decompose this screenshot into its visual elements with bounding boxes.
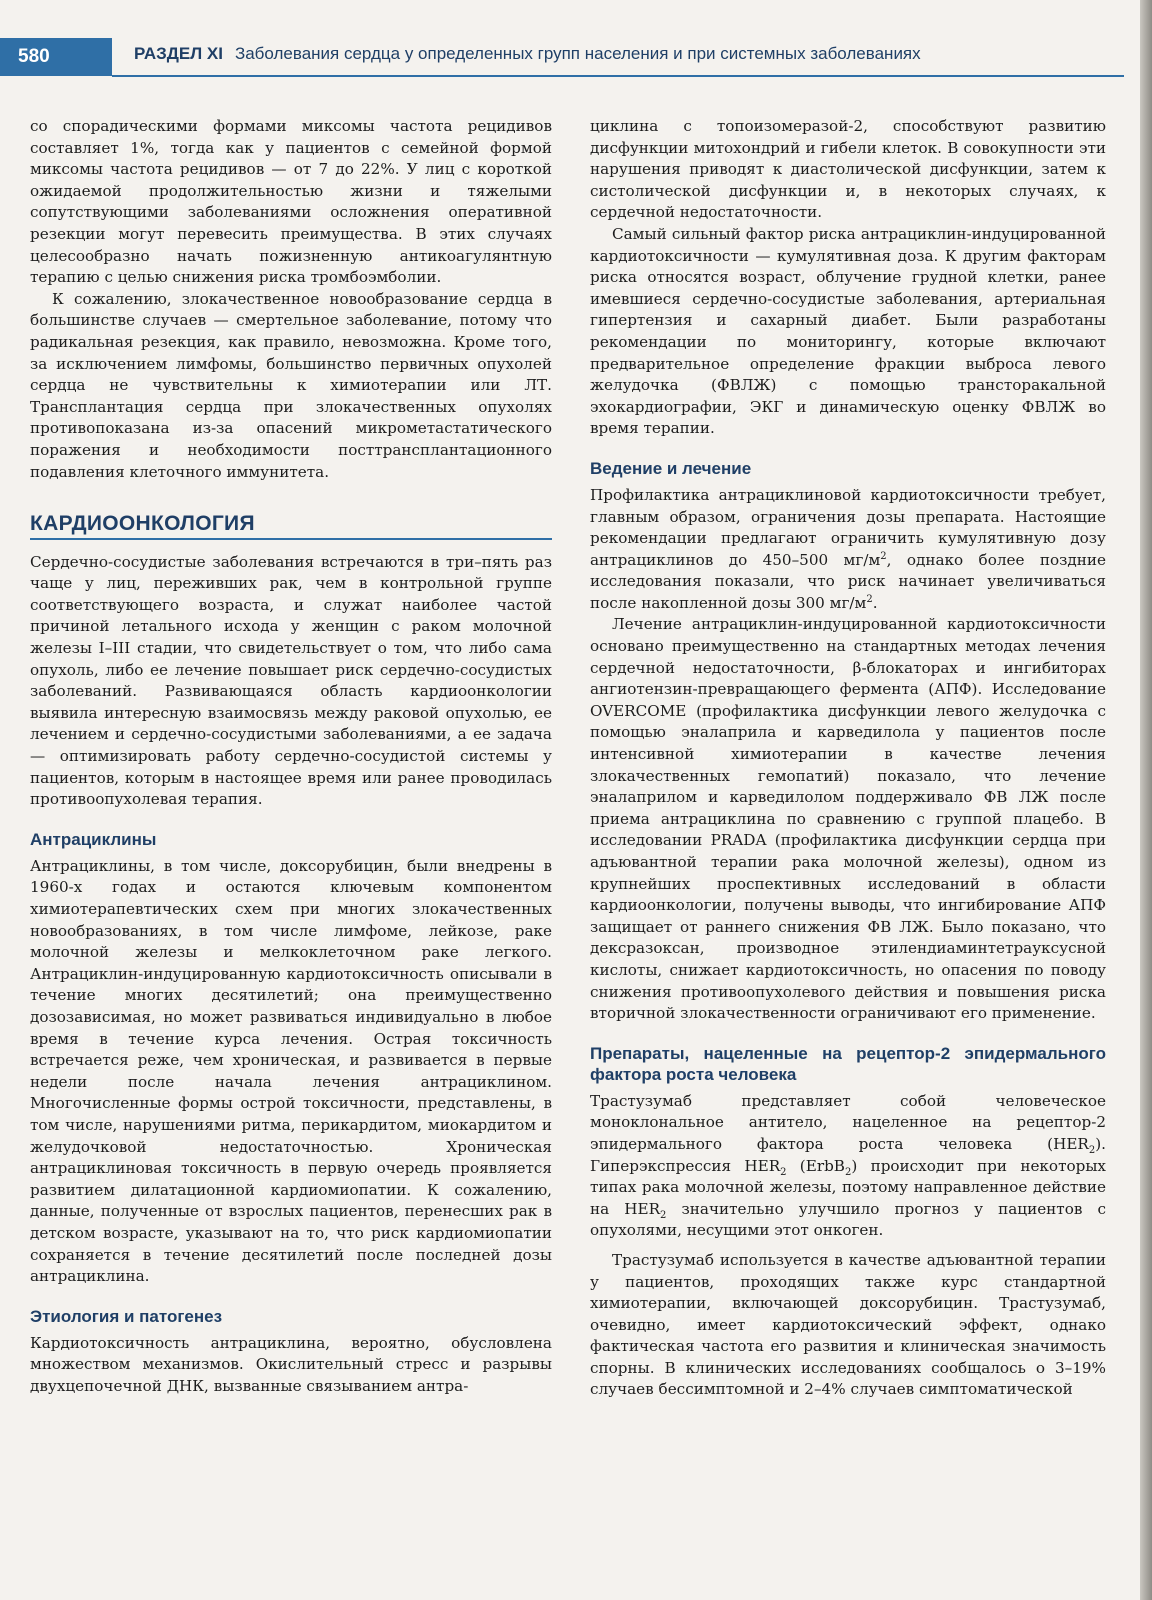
text-run: значительно улучшило прогноз у пациентов с опухолями, несущими этот онкоген. bbox=[590, 1199, 1106, 1240]
subheading-her2: Препараты, нацеленные на рецептор-2 эпидермального фактора роста человека bbox=[590, 1043, 1106, 1084]
text-run: ). Гиперэкспрессия HER bbox=[590, 1134, 1106, 1175]
chapter-title: Заболевания сердца у определенных групп населения и при системных заболеваниях bbox=[234, 44, 921, 63]
paragraph: Трастузумаб используется в качестве адъювантной терапии у пациентов, проходящих также курс стандартной химиотерапии, включающей доксорубицин. Трастузумаб, очевидно, имеет кардиотоксический эффект, однако фактическая частота его развития и клиническая значимость спорны. В клинических исследованиях сообщалось о 3–19% случаев бессимптомной и 2–4% случаев симптоматической bbox=[590, 1250, 1106, 1399]
paragraph: К сожалению, злокачественное новообразование сердца в большинстве случаев — смертельное заболевание, потому что радикальная резекция, как правило, невозможна. Кроме того, за исключением лимфомы, большинство первичных опухолей сердца не чувствительны к химиотерапии или ЛТ. Трансплантация сердца при злокачественных опухолях противопоказана из-за опасений микрометастатического поражения и необходимости посттрансплантационного подавления клеточного иммунитета. bbox=[30, 289, 552, 481]
page-number: 580 bbox=[0, 38, 112, 76]
subscript: 2 bbox=[844, 1166, 852, 1178]
spacer bbox=[590, 1242, 1106, 1250]
header-title bbox=[134, 44, 921, 64]
section-heading-cardiooncology: КАРДИООНКОЛОГИЯ bbox=[30, 513, 552, 540]
paragraph: Сердечно-сосудистые заболевания встречаются в три–пять раз чаще у лиц, переживших рак, чем в контрольной группе соответствующего возраста, и служат наиболее частой причиной летального исхода у женщин с раком молочной железы I–III стадии, что свидетельствует о том, что либо сама опухоль, либо ее лечение повышает риск сердечно-сосудистых заболеваний. Развивающаяся область кардиоонкологии выявила интересную взаимосвязь между раковой опухолью, ее лечением и сердечно-сосудистыми заболеваниями, а ее задача — оптимизировать работу сердечно-сосудистой системы у пациентов, которым в настоящее время или ранее проводилась противоопухолевая терапия. bbox=[30, 552, 552, 809]
running-header bbox=[0, 38, 1125, 76]
subscript: 2 bbox=[1088, 1144, 1096, 1156]
text-run: , однако более поздние исследования показали, что риск начинает увеличиваться после накопленной дозы 300 мг/м bbox=[590, 550, 1106, 612]
subheading-anthracyclines: Антрациклины bbox=[30, 829, 157, 849]
section-label: РАЗДЕЛ XI bbox=[134, 44, 223, 63]
text-run: (ErbB bbox=[786, 1156, 845, 1175]
text-run: . bbox=[872, 593, 878, 612]
page-edge bbox=[1140, 0, 1152, 1600]
superscript: 2 bbox=[866, 593, 873, 605]
subscript: 2 bbox=[780, 1166, 787, 1178]
paragraph: Лечение антрациклин-индуцированной кардиотоксичности основано преимущественно на стандартных методах лечения сердечной недостаточности, β-блокаторах и ингибиторах ангиотензин-превращающего фермента (АПФ). Исследование OVERCOME (профилактика дисфункции левого желудочка с помощью эналаприла и карведилола у пациентов после интенсивной химиотерапии в качестве лечения злокачественных гемопатий) показало, что лечение эналаприлом и карведилолом поддерживало ФВ ЛЖ после приема антрациклина по сравнению с группой плацебо. В исследовании PRADA (профилактика дисфункции сердца при адъювантной терапии рака молочной железы), одном из крупнейших проспективных исследований в области кардиоонкологии, получены выводы, что ингибирование АПФ защищает от раннего снижения ФВ ЛЖ. Было показано, что дексразоксан, производное этилендиаминтетрауксусной кислоты, снижает кардиотоксичность, но опасения по поводу снижения противоопухолевого действия и повышения риска вторичной злокачественности ограничивают его применение. bbox=[590, 615, 1106, 1023]
right-column bbox=[590, 116, 1106, 1401]
text-run: Профилактика антрациклиновой кардиотоксичности требует, главным образом, ограничения дозы препарата. Настоящие рекомендации предлагают ограничить кумулятивную дозу антрациклинов до 450–500 мг/м bbox=[590, 485, 1106, 569]
subheading-treatment: Ведение и лечение bbox=[590, 458, 752, 478]
paragraph: Антрациклины, в том числе, доксорубицин, были внедрены в 1960-х годах и остаются ключевым компонентом химиотерапевтических схем при многих злокачественных новообразованиях, в том числе лимфоме, лейкозе, раке молочной железы и мелкоклеточном раке легкого. Антрациклин-индуцированную кардиотоксичность описывали в течение многих десятилетий; она преимущественно дозозависимая, но может развиваться индивидуально в любое время в течение курса лечения. Острая токсичность встречается реже, чем хроническая, и развивается в первые недели после начала лечения антрациклином. Многочисленные формы острой токсичности, представлены, в том числе, нарушениями ритма, перикардитом, миокардитом и желудочковой недостаточностью. Хроническая антрациклиновая токсичность в первую очередь проявляется развитием дилатационной кардиомиопатии. К сожалению, данные, полученные от взрослых пациентов, перенесших рак в детском возрасте, указывают на то, что риск кардиомиопатии сохраняется в течение десятилетий после последней дозы антрациклина. bbox=[30, 856, 552, 1286]
text-run: ) происходит при некоторых типах рака молочной железы, поэтому направленное действие на HER bbox=[590, 1156, 1106, 1218]
superscript: 2 bbox=[880, 550, 887, 562]
subscript: 2 bbox=[660, 1209, 667, 1221]
header-rule bbox=[112, 75, 1124, 77]
paragraph: Кардиотоксичность антрациклина, вероятно, обусловлена множеством механизмов. Окислительный стресс и разрывы двухцепочечной ДНК, вызванные связыванием антра- bbox=[30, 1333, 552, 1395]
left-column bbox=[30, 116, 552, 1397]
section-heading-wrap bbox=[30, 513, 552, 540]
subheading-etiology: Этиология и патогенез bbox=[30, 1306, 223, 1326]
paragraph bbox=[590, 485, 1106, 615]
text-run: Трастузумаб представляет собой человеческое моноклональное антитело, нацеленное на рецептор-2 эпидермального фактора роста человека (HER bbox=[590, 1091, 1106, 1153]
paragraph: Самый сильный фактор риска антрациклин-индуцированной кардиотоксичности — кумулятивная доза. К другим факторам риска относятся возраст, облучение грудной клетки, ранее имевшиеся сердечно-сосудистые заболевания, артериальная гипертензия и сахарный диабет. Были разработаны рекомендации по мониторингу, которые включают предварительное определение фракции выброса левого желудочка (ФВЛЖ) с помощью трансторакальной эхокардиографии, ЭКГ и динамическую оценку ФВЛЖ во время терапии. bbox=[590, 224, 1106, 438]
paragraph bbox=[590, 1091, 1106, 1242]
paragraph: со спорадическими формами миксомы частота рецидивов составляет 1%, тогда как у пациентов с семейной формой миксомы частота рецидивов — от 7 до 22%. У лиц с короткой ожидаемой продолжительностью жизни и тяжелыми сопутствующими заболеваниями осложнения оперативной резекции могут перевесить преимущества. В этих случаях целесообразно начать пожизненную антикоагулянтную терапию с целью снижения риска тромбоэмболии. bbox=[30, 117, 552, 287]
paragraph: циклина с топоизомеразой-2, способствуют развитию дисфункции митохондрий и гибели клеток. В совокупности эти нарушения приводят к диастолической дисфункции, затем к систолической дисфункции и, в некоторых случаях, к сердечной недостаточности. bbox=[590, 117, 1106, 222]
